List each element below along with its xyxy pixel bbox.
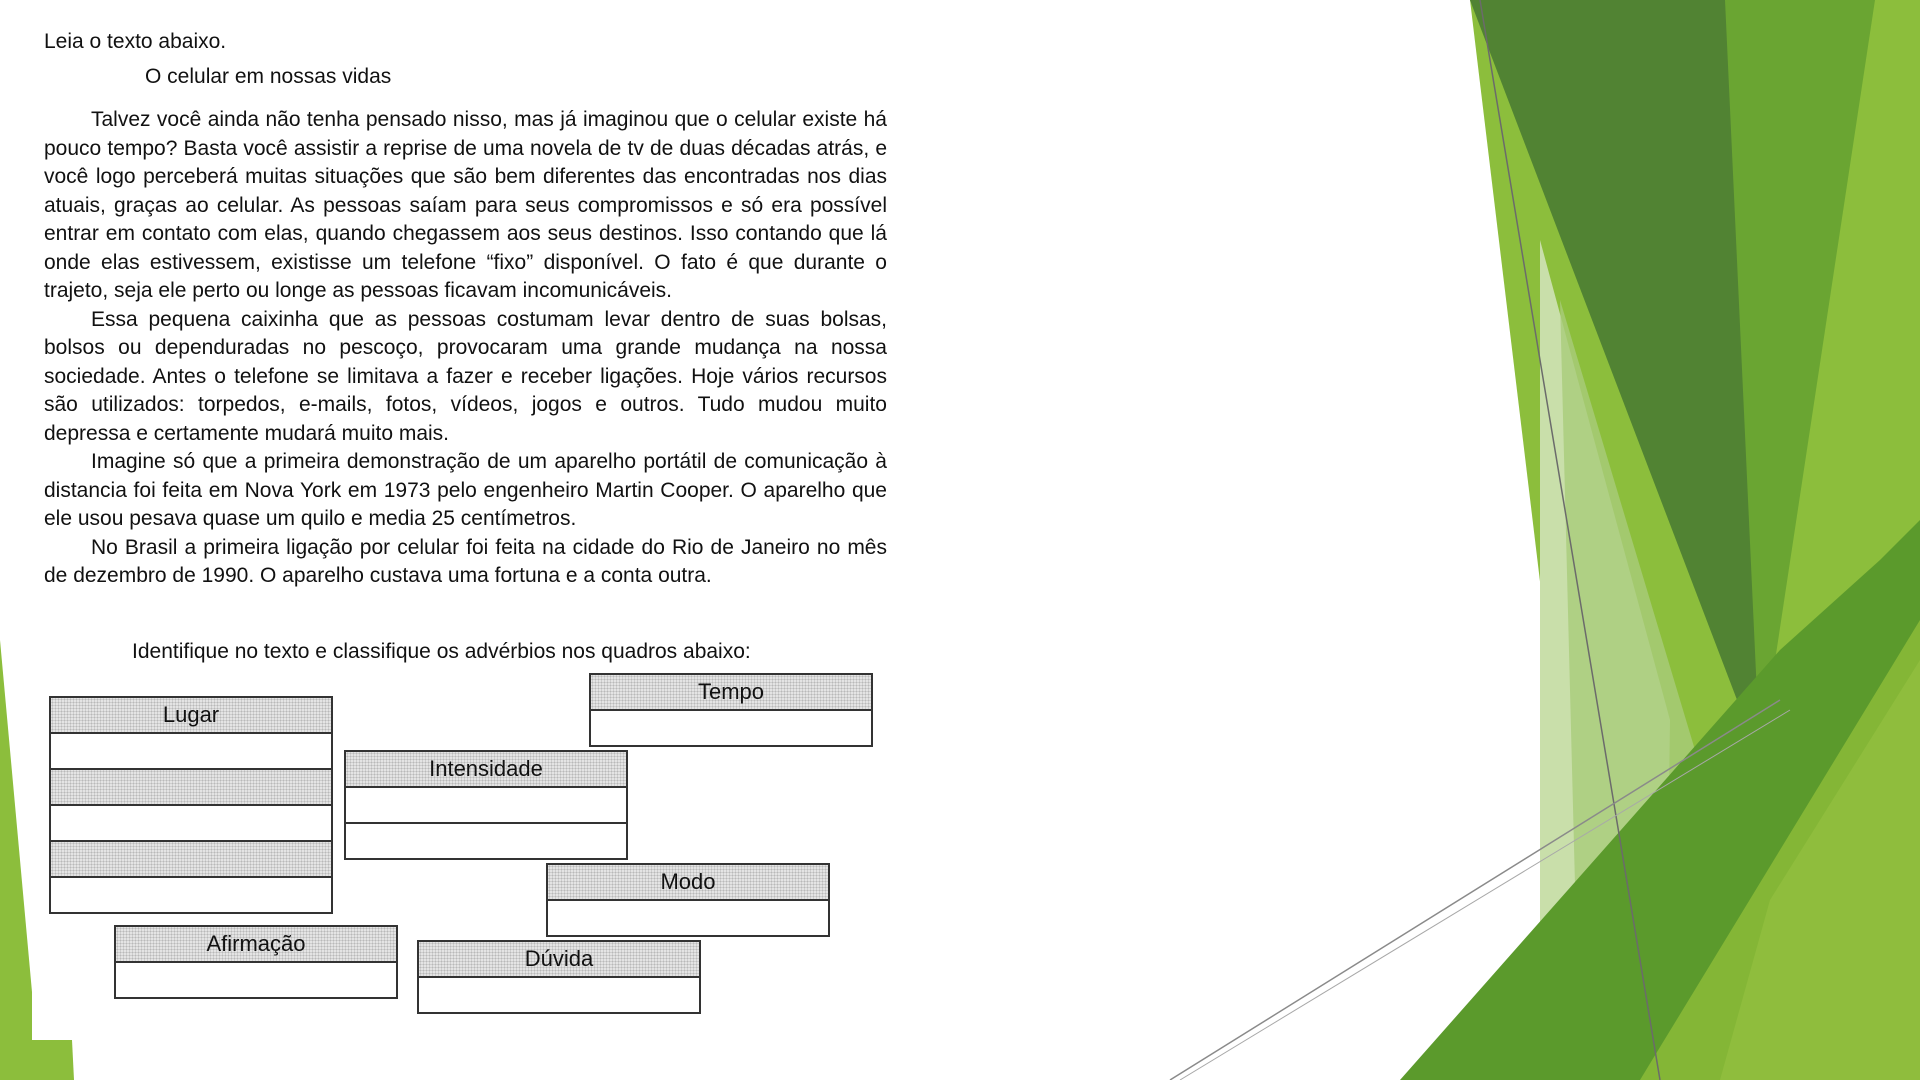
- box-modo-answer[interactable]: [548, 901, 828, 935]
- box-duvida-answer[interactable]: [419, 978, 699, 1012]
- box-intensidade-answer[interactable]: [346, 788, 626, 824]
- text-title: O celular em nossas vidas: [145, 65, 392, 88]
- box-intensidade: [344, 750, 628, 860]
- box-intensidade-answer[interactable]: [346, 824, 626, 858]
- box-tempo-header: Tempo: [591, 675, 871, 711]
- box-afirmacao-answer[interactable]: [116, 963, 396, 997]
- box-lugar-answer[interactable]: [51, 842, 331, 878]
- box-lugar-header: Lugar: [51, 698, 331, 734]
- paragraph-3: Imagine só que a primeira demonstração de um aparelho portátil de comunicação à distancia foi feita em Nova York em 1973 pelo engenheiro Martin Cooper. O aparelho que ele usou pesava quase um quilo e media 25 centímetros.: [44, 450, 887, 530]
- box-lugar-answer[interactable]: [51, 770, 331, 806]
- box-tempo-answer[interactable]: [591, 711, 871, 745]
- box-lugar-answer[interactable]: [51, 806, 331, 842]
- box-lugar: [49, 696, 333, 914]
- worksheet-intro: Leia o texto abaixo.: [44, 30, 227, 53]
- box-modo: [546, 863, 830, 937]
- box-intensidade-header: Intensidade: [346, 752, 626, 788]
- box-duvida: [417, 940, 701, 1014]
- box-afirmacao: [114, 925, 398, 999]
- reading-text: [44, 106, 887, 591]
- paragraph-2: Essa pequena caixinha que as pessoas costumam levar dentro de suas bolsas, bolsos ou dependuradas no pescoço, provocaram uma grande mudança na nossa sociedade. Antes o telefone se limitava a fazer e receber ligações. Hoje vários recursos são utilizados: torpedos, e-mails, fotos, vídeos, jogos e outros. Tudo mudou muito depressa e certamente mudará muito mais.: [44, 307, 887, 445]
- box-lugar-answer[interactable]: [51, 734, 331, 770]
- box-tempo: [589, 673, 873, 747]
- paragraph-1: Talvez você ainda não tenha pensado nisso, mas já imaginou que o celular existe há pouco tempo? Basta você assistir a reprise de uma novela de tv de duas décadas atrás, e você logo perceberá muitas situações que são bem diferentes das encontradas nos dias atuais, graças ao celular. As pessoas saíam para seus compromissos e só era possível entrar em contato com elas, quando chegassem aos seus destinos. Isso contando que lá onde elas estivessem, existisse um telefone “fixo” disponível. O fato é que durante o trajeto, seja ele perto ou longe as pessoas ficavam incomunicáveis.: [44, 108, 887, 302]
- box-modo-header: Modo: [548, 865, 828, 901]
- exercise-instruction: Identifique no texto e classifique os advérbios nos quadros abaixo:: [132, 640, 751, 663]
- box-afirmacao-header: Afirmação: [116, 927, 396, 963]
- box-lugar-answer[interactable]: [51, 878, 331, 912]
- box-duvida-header: Dúvida: [419, 942, 699, 978]
- paragraph-4: No Brasil a primeira ligação por celular foi feita na cidade do Rio de Janeiro no mês de dezembro de 1990. O aparelho custava uma fortuna e a conta outra.: [44, 535, 887, 587]
- worksheet: [32, 0, 892, 1040]
